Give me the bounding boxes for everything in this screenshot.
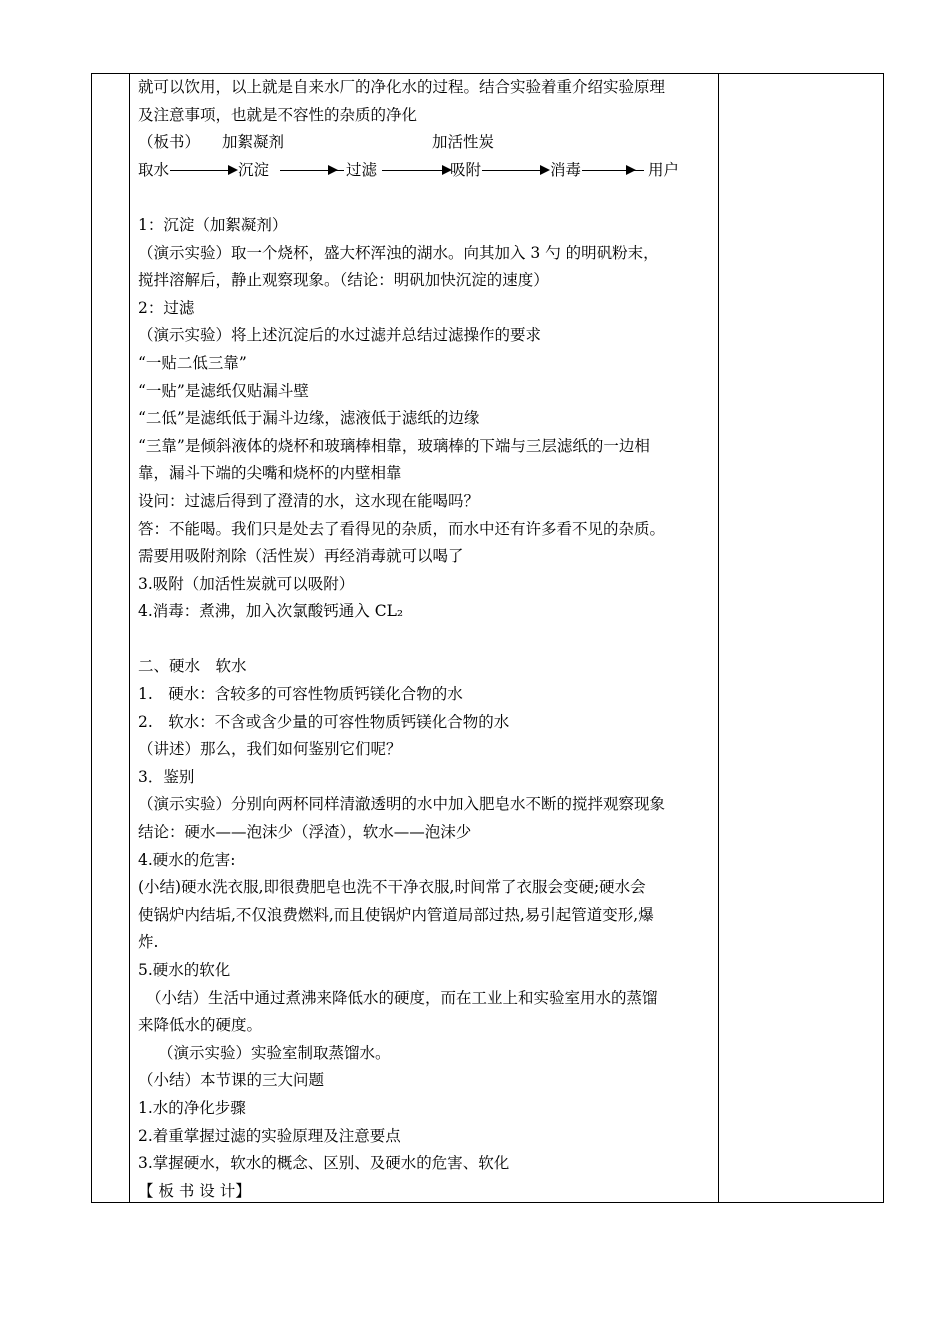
- section-heading: 二、硬水 软水: [138, 657, 247, 676]
- flow-step: 消毒: [550, 160, 582, 179]
- purification-flow: [138, 157, 713, 185]
- board-annotation-row: [138, 129, 713, 157]
- text-line: 靠，漏斗下端的尖嘴和烧杯的内壁相靠: [138, 464, 402, 483]
- flow-step: 吸附: [450, 160, 482, 179]
- text-line: 1. 硬水：含较多的可容性物质钙镁化合物的水: [138, 685, 463, 704]
- text-line: 3.掌握硬水，软水的概念、区别、及硬水的危害、软化: [138, 1154, 510, 1173]
- board-label: （板书）: [138, 133, 201, 152]
- flow-arrow: [582, 170, 634, 199]
- carbon-label: 加活性炭: [432, 133, 495, 152]
- flow-dash: [632, 170, 644, 199]
- text-line: 4.硬水的危害:: [138, 850, 236, 869]
- text-line: 需要用吸附剂除（活性炭）再经消毒就可以喝了: [138, 547, 464, 566]
- flow-arrow: [170, 170, 236, 199]
- text-line: （讲述）那么，我们如何鉴别它们呢？: [138, 740, 402, 759]
- text-line: 使锅炉内结垢,不仅浪费燃料,而且使锅炉内管道局部过热,易引起管道变形,爆: [138, 905, 654, 924]
- text-line: 3．鉴别: [138, 767, 195, 786]
- flow-dash: [334, 170, 344, 199]
- blank-line: [138, 626, 713, 654]
- text-line: 1.水的净化步骤: [138, 1098, 246, 1117]
- flow-step: 用户: [648, 160, 680, 179]
- text-line: 1：沉淀（加絮凝剂）: [138, 215, 288, 234]
- text-line: 3.吸附（加活性炭就可以吸附）: [138, 574, 355, 593]
- text-line: 就可以饮用，以上就是自来水厂的净化水的过程。结合实验着重介绍实验原理: [138, 78, 666, 96]
- flow-arrow: [382, 170, 450, 199]
- text-line: 答：不能喝。我们只是处去了看得见的杂质，而水中还有许多看不见的杂质。: [138, 519, 666, 538]
- text-line: 炸.: [138, 933, 159, 952]
- column-divider-left: [129, 73, 130, 1203]
- text-line: （演示实验）分别向两杯同样清澈透明的水中加入肥皂水不断的搅拌观察现象: [138, 795, 666, 814]
- text-line: 5.硬水的软化: [138, 961, 231, 979]
- text-line: (小结)硬水洗衣服,即很费肥皂也洗不干净衣服,时间常了衣服会变硬;硬水会: [138, 878, 646, 897]
- text-line: “二低”是滤纸低于漏斗边缘，滤液低于滤纸的边缘: [138, 409, 480, 428]
- text-line: 设问：过滤后得到了澄清的水，这水现在能喝吗？: [138, 491, 480, 510]
- flow-arrow: [280, 170, 336, 199]
- text-line: 2. 软水：不含或含少量的可容性物质钙镁化合物的水: [138, 712, 510, 731]
- text-line: （演示实验）实验室制取蒸馏水。: [158, 1043, 391, 1062]
- flow-step: 取水: [138, 160, 170, 179]
- flow-step: 过滤: [346, 160, 378, 179]
- flow-arrow: [482, 170, 548, 199]
- text-line: 2：过滤: [138, 298, 195, 317]
- text-line: “一贴”是滤纸仅贴漏斗壁: [138, 381, 309, 400]
- text-line: 4.消毒：煮沸，加入次氯酸钙通入 CL₂: [138, 602, 404, 621]
- text-line: 来降低水的硬度。: [138, 1016, 263, 1035]
- text-line: “三靠”是倾斜液体的烧杯和玻璃棒相靠，玻璃棒的下端与三层滤纸的一边相: [138, 436, 650, 455]
- text-line: 结论：硬水——泡沫少（浮渣），软水——泡沫少: [138, 823, 472, 842]
- lesson-content: [138, 74, 713, 1205]
- text-line: （演示实验）将上述沉淀后的水过滤并总结过滤操作的要求: [138, 326, 542, 345]
- text-line: （小结）生活中通过煮沸来降低水的硬度，而在工业上和实验室用水的蒸馏: [146, 988, 658, 1007]
- coagulant-label: 加絮凝剂: [222, 133, 285, 152]
- flow-step: 沉淀: [238, 160, 270, 179]
- board-design-heading: 【 板 书 设 计】: [138, 1181, 251, 1200]
- text-line: “一贴二低三靠”: [138, 353, 247, 372]
- text-line: 2.着重掌握过滤的实验原理及注意要点: [138, 1126, 401, 1145]
- text-line: （演示实验）取一个烧杯，盛大杯浑浊的湖水。向其加入 3 勺 的明矾粉末，: [138, 243, 659, 262]
- text-line: 搅拌溶解后，静止观察现象。（结论：明矾加快沉淀的速度）: [138, 271, 549, 290]
- text-line: （小结）本节课的三大问题: [138, 1071, 325, 1090]
- text-line: 及注意事项，也就是不容性的杂质的净化: [138, 105, 418, 124]
- column-divider-right: [718, 73, 719, 1203]
